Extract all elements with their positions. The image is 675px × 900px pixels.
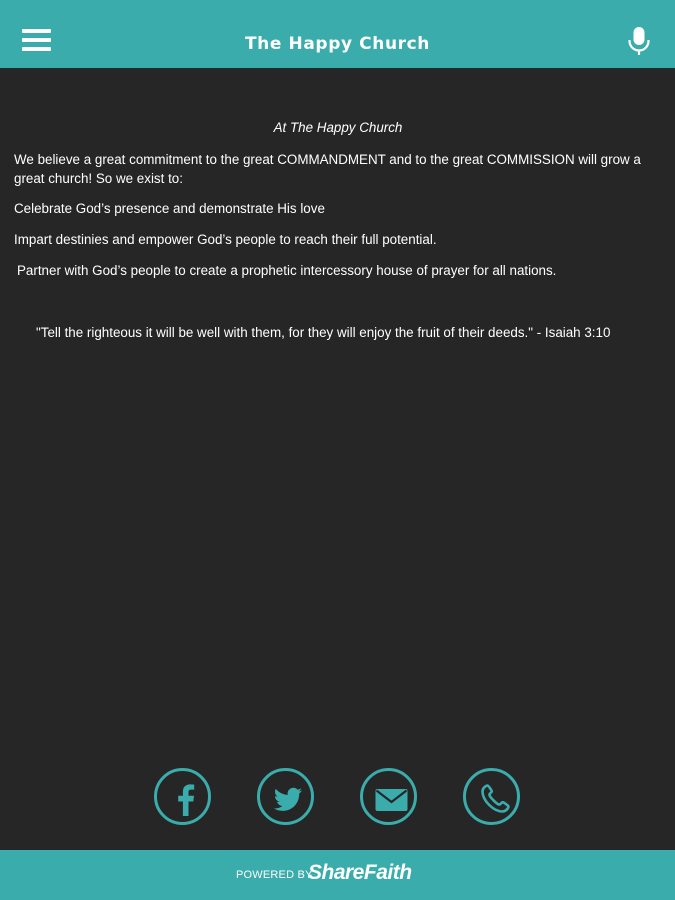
social-links: [0, 768, 675, 832]
email-icon: [363, 771, 420, 828]
mission-item-partner: Partner with God’s people to create a prophetic intercessory house of prayer for all nations.: [17, 263, 557, 278]
about-content: [14, 118, 662, 342]
scripture-quote: "Tell the righteous it will be well with them, for they will enjoy the fruit of their deeds." - Isaiah 3:10: [36, 325, 611, 340]
facebook-icon: [157, 771, 214, 828]
app-header: [0, 0, 675, 70]
content-heading: At The Happy Church: [273, 120, 403, 135]
phone-button[interactable]: [463, 768, 520, 825]
sharefaith-logo[interactable]: ShareFaith: [308, 861, 412, 884]
email-button[interactable]: [360, 768, 417, 825]
microphone-icon[interactable]: [626, 26, 652, 58]
mission-item-impart: Impart destinies and empower God’s people to reach their full potential.: [14, 232, 437, 247]
intro-paragraph: We believe a great commitment to the great COMMANDMENT and to the great COMMISSION will grow a great church! So we exist to:: [14, 152, 641, 186]
phone-icon: [466, 771, 523, 828]
footer: [0, 850, 675, 900]
twitter-icon: [260, 771, 317, 828]
powered-by-label: POWERED BY: [236, 869, 313, 881]
page-title: The Happy Church: [244, 34, 431, 54]
mission-item-celebrate: Celebrate God’s presence and demonstrate His love: [14, 201, 325, 216]
facebook-button[interactable]: [154, 768, 211, 825]
twitter-button[interactable]: [257, 768, 314, 825]
